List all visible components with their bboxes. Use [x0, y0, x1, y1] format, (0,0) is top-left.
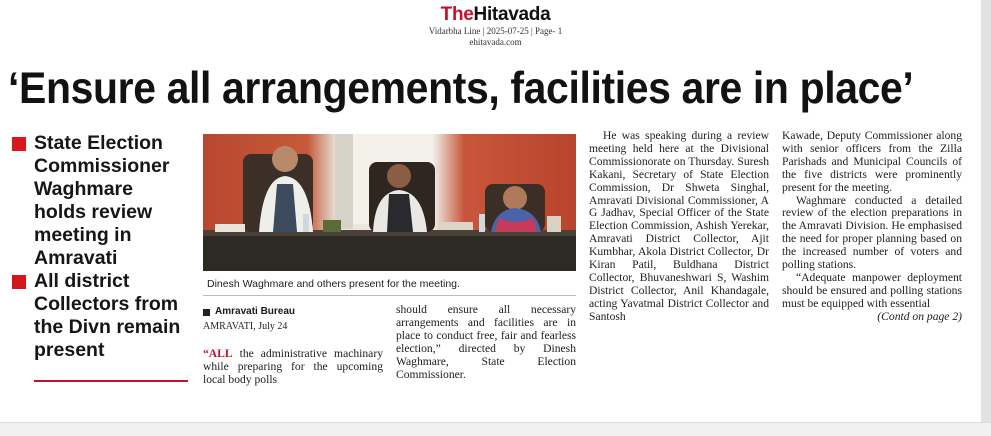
page-gutter [981, 0, 991, 436]
bureau-name: Amravati Bureau [215, 306, 296, 317]
article-column-2 [396, 304, 576, 381]
article-paragraph: He was speaking during a review meeting held here at the Divisional Commissionorate on Thursday. Suresh Kakani, Secretary of State Election Commission, Dr Shweta Singhal, Amravati Divisional Commissioner, A G Jadhav, Special Officer of the State Election Commission, Ashish Yerekar, Amravati District Collector, Ajit Kumbhar, Akola District Collector, Dr Kiran Patil, Buldhana District Collector, Bhuvaneshwari S, Washim District Collector, Anil Khandagale, acting Yavatmal District Collector and Santosh [589, 129, 769, 323]
square-bullet-icon [203, 309, 210, 316]
article-column-1 [203, 348, 383, 387]
meeting-photo [203, 134, 576, 271]
article-column-4 [782, 130, 962, 324]
bureau-row [203, 306, 383, 318]
newspaper-logo [0, 4, 991, 26]
byline [203, 306, 383, 334]
site-url: ehitavada.com [469, 37, 522, 47]
article-paragraph: should ensure all necessary arrangements and facilities are in place to conduct free, fair and fearless election,” directed by Dinesh Waghmare, State Election Commissioner. [396, 303, 576, 381]
headline: ‘Ensure all arrangements, facilities are in place’ [8, 64, 914, 113]
red-square-bullet-icon [12, 137, 26, 151]
highlight-text: All district Collectors from the Divn remain present [34, 270, 181, 361]
article-paragraph: “Adequate manpower deployment should be ensured and polling stations must be equipped with essential [782, 270, 962, 310]
lead-word: “ALL [203, 347, 233, 360]
highlight-underline [34, 380, 188, 382]
dateline: AMRAVATI, July 24 [203, 321, 288, 332]
highlights-box [10, 132, 190, 362]
lead-text: the administrative machinary while preparing for the upcoming local body polls [203, 347, 383, 386]
masthead [0, 4, 991, 48]
highlight-text: State Election Commissioner Waghmare holds review meeting in Amravati [34, 132, 170, 269]
photo-caption: Dinesh Waghmare and others present for the meeting. [207, 278, 460, 290]
highlight-item [10, 132, 190, 270]
meeting-photo-image [203, 134, 576, 271]
article-paragraph: Kawade, Deputy Commissioner along with senior officers from the Zilla Parishads and Municipal Councils of the five districts were prominently present for the meeting. [782, 129, 962, 194]
logo-name: Hitavada [473, 4, 551, 25]
article-paragraph [203, 348, 383, 387]
page-footer-strip [0, 422, 991, 436]
article-paragraph: Waghmare conducted a detailed review of the election preparations in the Amravati Division. He emphasised the need for proper planning based on the increased number of voters and polling stations. [782, 193, 962, 272]
article-column-3 [589, 130, 769, 324]
edition-line: Vidarbha Line | 2025-07-25 | Page- 1 [428, 26, 563, 36]
highlight-item [10, 270, 190, 362]
logo-prefix: The [440, 4, 474, 25]
photo-caption-box [203, 271, 576, 296]
red-square-bullet-icon [12, 275, 26, 289]
continued-note: (Contd on page 2) [877, 309, 962, 323]
